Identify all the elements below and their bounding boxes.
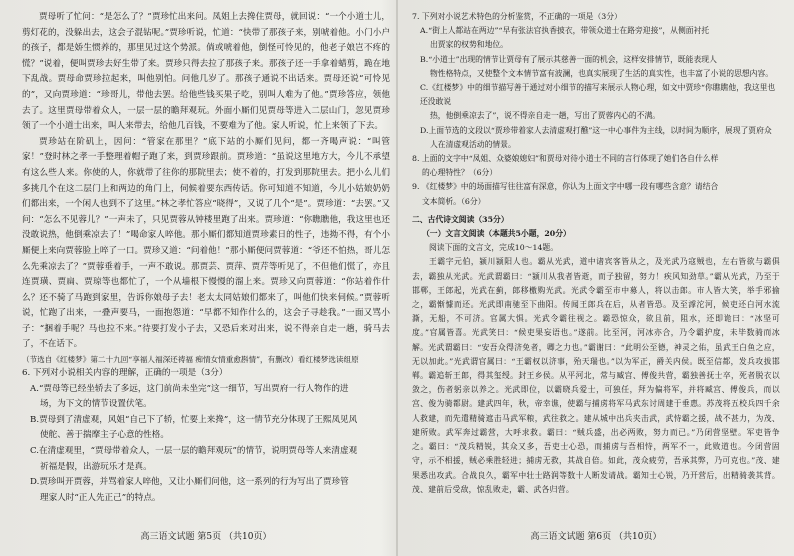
question-7-option-a[interactable]: A.“街上人都站在两边”“早有张法官执香披衣，带领众道士在路旁迎接”，从侧面衬托 出贾家的权势和地位。 xyxy=(420,26,710,50)
left-page-footer: 高三语文试题 第5页 （共10页） xyxy=(140,532,272,543)
question-6-stem: 6. 下列对小说相关内容的理解，正确的一项是（3分） xyxy=(22,368,228,379)
question-7-stem: 7. 下列对小说艺术特色的分析鉴赏，不正确的一项是（3分） xyxy=(412,12,622,21)
story-paragraph-2: 贾珍站在阶矶上，因问：“管家在那里？”底下站的小厮们见问，都一齐喝声说：“叫管家！”登时林之孝一手整理着帽子跑了来，到贾珍跟前。贾珍道：“虽说这里地方大，今儿不承望有这么些人来。你使的人，你就带了往你的那院里去；使不着的，打发到那院里去。把小么儿们多挑几个在这二层门上和两边的角门上，伺候着要东西传话。你可知道不知道，今儿小姑娘奶奶们都出来，一个闲人也到不了这里。”林之孝忙答应“晓得”，又说了几个“是”。贾珍道：“去罢。”又问：“怎么不见蓉儿？”一声未了，只见贾蓉从钟楼里跑了出来。贾珍道：“你瞧瞧他，我这里也还没敢说热，他倒乘凉去了！”喝命家人啐他。那小厮们都知道贾珍素日的性子，违拗不得，有个小厮便上来向贾蓉脸上啐了一口。贾珍又道：“问着他！”那小厮便问贾蓉道：“爷还不怕热，哥儿怎么先乘凉去了？”贾蓉垂着手，一声不敢说。那贾芸、贾萍、贾芹等听见了，不但他们慌了，亦且连贾璜、贾扁、贾琼等也都忙了，一个从墙根下慢慢的溜上来。贾珍又向贾蓉道：“你站着作什么？还不骑了马跑到家里，告诉你娘母子去！老太太同姑娘们都来了，叫他们快来伺候。”贾蓉听说，忙跑了出来，一叠声要马，一面抱怨道：“早都不知作什么的，这会子寻趁我。”一面又骂小子：“捆着手呢？马也拉不来。”待要打发小子去，又恐后来对出来，说不得亲自走一趟，骑马去了，不在话下。 xyxy=(22,136,390,350)
question-6-option-d[interactable]: D.贾珍叫开贾蓉，并骂着家人啐他，又让小厮们问他，这一系列的行为写出了贾珍管 理家人时“正人先正己”的特点。 xyxy=(30,477,349,503)
page-fold xyxy=(396,0,398,556)
classical-chinese-passage: 王霸字元伯，颍川颍阳人也。霸从光武，道中诸宾客皆从之，及光武乃寇贼也，左右皆欲与霸俱去，霸独从光武。光武谓霸曰：“颍川从我者皆逝，而子独留，努力！疾风知劲草。”霸从光武，乃至于邯郸，王郎起，光武在蓟，郎移檄购光武。光武令霸至市中募人，将以击郎。市人皆大笑，举手邪揄之，霸惭懅而还。光武即南驰至下曲阳。传闻王郎兵在后，从者皆恐。及至滹沱河，候吏还白河水流澌，无船，不可济。官属大惧。光武令霸往视之。霸恐惊众，欲且前，阻水，还即诡曰：“冰坚可度。”官属皆喜。光武笑曰：“候吏果妄语也。”遂前。比至河，河冰亦合，乃令霸护度，未毕数骑而冰解。光武谓霸曰：“安吾众得济免者，卿之力也。”霸谢曰：“此明公至德，神灵之佑，虽武王白鱼之应，无以加此。”光武谓官属曰：“王霸权以济事，殆天瑞也。”以为军正，爵关内侯。既至信都，发兵攻拔邯郸。霸追斩王郎，得其玺绶。封王乡侯。从平河北，常与臧宫、傅俊共营，霸独善抚士卒，死者脱衣以敛之，伤者躬亲以养之。光武即位，以霸晓兵爱士，可独任，拜为偏将军，并将臧宫、傅俊兵，而以宫、俊为骑都尉。建武四年，秋，帝幸谯，使霸与捕虏将军马武东讨周建于垂惠。苏茂将五校兵四千余人救建，而先遣精骑遮击马武军粮，武往救之。建从城中出兵夹击武，武恃霸之援，战不甚力，为茂、建所败。武军奔过霸营，大呼求救。霸曰：“贼兵盛，出必两败，努力而已。”乃闭营坚壁。军吏皆争之。霸曰：“茂兵精锐，其众又多，吾吏士心恐，而捕虏与吾相恃，两军不一，此败道也。今闭营固守，示不相援，贼必乘胜轻进；捕虏无救，其战自倍。如此，茂众疲劳，吾承其弊，乃可克也。”茂、建果悉出攻武。合战良久，霸军中壮士路润等数十人断发请战。霸知士心锐，乃开营后，出精骑袭其背。茂、建前后受敌，惊乱败走，霸、武各归营。 xyxy=(412,257,780,494)
question-7-option-d[interactable]: D.上面节选的文段以“贾珍带着家人去清虚观打醮”这一中心事件为主线，以时间为顺序，展现了贾府众 人在清虚观活动的情景。 xyxy=(420,125,772,149)
question-6-option-c[interactable]: C.在清虚观里，“贾母带着众人，一层一层的瞻拜观玩”的情节，说明贾母等人来清虚观 祈福是假，出游玩乐才是真。 xyxy=(30,446,358,472)
source-note: （节选自《红楼梦》第二十九回“享福人福深还祷福 痴情女情重愈斟情”，有删改）看红楼梦选读组原 xyxy=(22,355,359,365)
left-page xyxy=(22,10,390,550)
story-paragraph-1: 贾母听了忙问：“是怎么了？”贾珍忙出来问。凤姐上去搀住贾母，就回说：“一个小道士儿，剪灯花的，没躲出去，这会子混钻呢。”贾珍听说，忙道：“快带了那孩子来，别唬着他。小门小户的孩子，都是娇生惯养的，那里见过这个势派。倘或唬着他，倒怪可怜见的，他老子娘岂不疼的慌？”说着，便叫贾珍去好生带了来。贾珍只得去拉了那孩子来。那孩子还一手拿着蜡剪，跪在地下乱战。贾母命贾珍拉起来，叫他别怕。问他几岁了。那孩子通说不出话来。贾母还说“可怜见的”，又向贾珍道：“珍哥儿，带他去罢。给他些钱买果子吃，别叫人难为了他。”贾珍答应，领他去了。这里贾母带着众人，一层一层的瞻拜观玩。外面小厮们见贾母等进入二层山门，忽见贾珍领了一个小道士出来，叫人来带去，给他几百钱，不要难为了他。家人听说，忙上来领了下去。 xyxy=(22,12,390,132)
question-6-option-b[interactable]: B.贾母到了清虚观，风姐“自己下了轿，忙要上来搀”，这一情节充分体现了王熙凤见风 使舵、善于揣摩主子心意的性格。 xyxy=(30,414,358,441)
question-8-stem: 8. 上面的文字中“凤姐、众婆娘媳妇”和贾母对待小道士不同的言行体现了她们各自什么样 的心理特性？（6分） xyxy=(412,154,719,178)
reading-instruction: 阅读下面的文言文，完成10～14题。 xyxy=(429,243,558,253)
question-7-option-c[interactable]: C.《红楼梦》中的细节描写善于通过对小细节的描写来展示人物心理，如文中贾珍“你瞧瞧他，我这里也还没敢说 热，他倒乘凉去了”，说不得亲自走一趟，写出了贾蓉内心的不满。 xyxy=(420,83,776,121)
question-6-option-a[interactable]: A.“贾母等已经坐轿去了多远，这门前尚未坐完”这一细节，写出贾府一行人物作的进 场，为下文的情节设置伏笔。 xyxy=(30,383,349,410)
right-page-footer: 高三语文试题 第6页 （共10页） xyxy=(530,532,662,543)
section-2-heading: 二、古代诗文阅读（35分） xyxy=(412,214,509,224)
right-page xyxy=(412,10,780,550)
question-9-stem: 9. 《红楼梦》中的场面描写往往富有深意，你认为上面文字中哪一段有哪些含意？请结合 文本简析。（6分） xyxy=(412,182,719,206)
question-7-option-b[interactable]: B.“小道士”出现的情节让贾母有了展示其慈善一面的机会，这样安排情节，既能表现人 物性格特点，又使整个文本情节富有波澜，也真实展现了生活的真实性，也丰富了小说的思想内容。 xyxy=(420,54,774,78)
subsection-1-heading: （一）文言文阅读（本题共5小题，20分） xyxy=(422,229,571,239)
